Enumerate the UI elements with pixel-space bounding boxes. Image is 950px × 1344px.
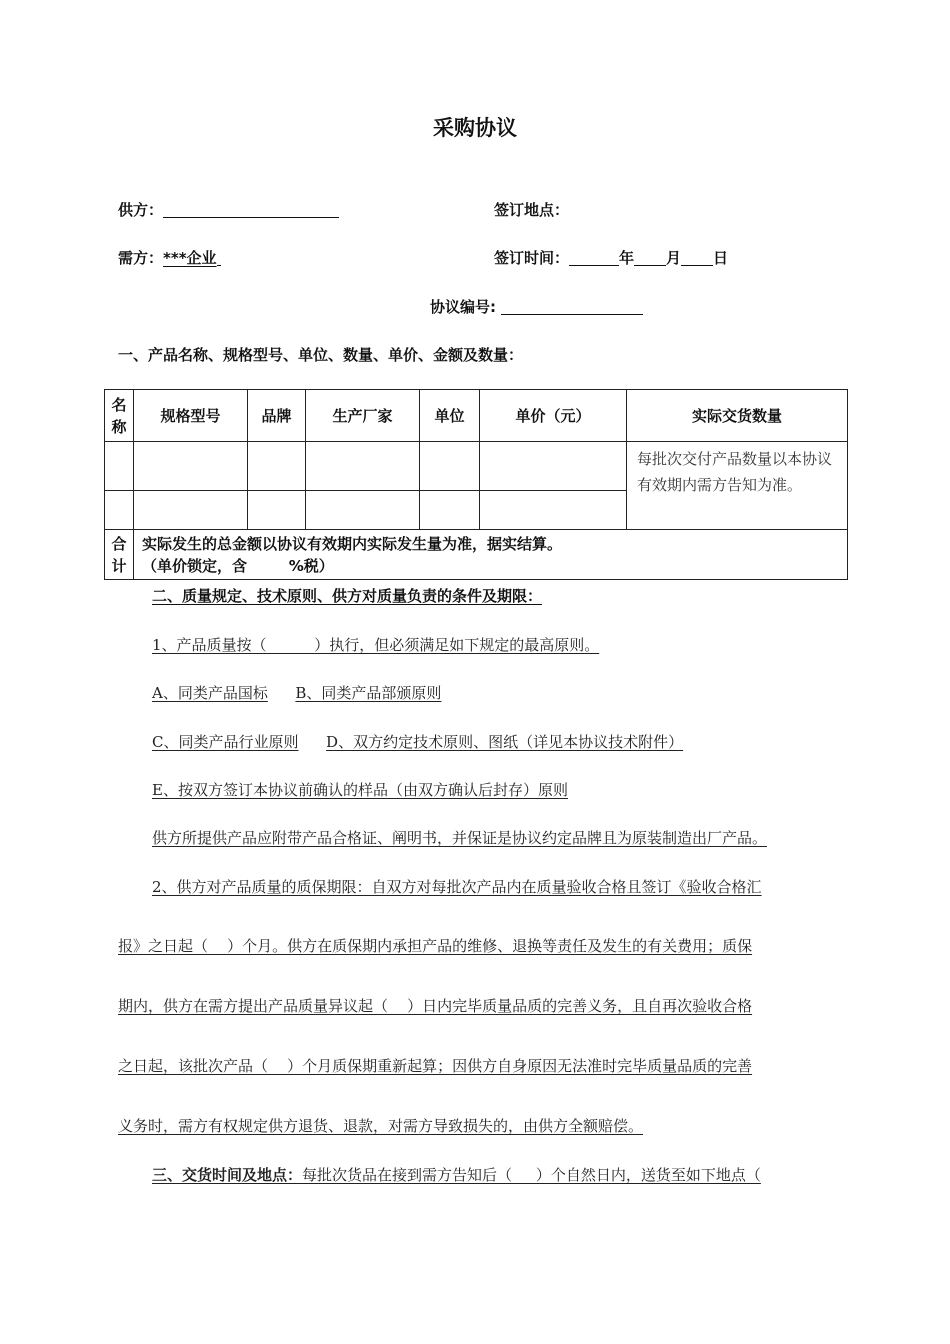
- agreement-number-label: 协议编号:: [430, 298, 496, 316]
- section3-heading: 三、交货时间及地点：: [152, 1166, 303, 1184]
- certificate-clause: 供方所提供产品应附带产品合格证、阐明书，并保证是协议约定品牌且为原装制造出厂产品。: [152, 829, 768, 847]
- table-cell[interactable]: [105, 491, 134, 530]
- year-blank[interactable]: [569, 249, 619, 266]
- warranty-line1: 2、供方对产品质量的质保期限：自双方对每批次产品内在质量验收合格且签订《验收合格汇: [152, 878, 762, 896]
- col-spec: 规格型号: [134, 390, 248, 442]
- qty-note: 每批次交付产品数量以本协议有效期内需方告知为准。: [627, 442, 848, 530]
- section3: [152, 1164, 761, 1185]
- table-total-row: [105, 530, 848, 580]
- option-d: D、双方约定技术原则、图纸（详见本协议技术附件）: [326, 733, 684, 751]
- table-cell[interactable]: [248, 491, 306, 530]
- buyer-label: 需方：: [118, 249, 164, 267]
- section3-text: 每批次货品在接到需方告知后（ ）个自然日内，送货至如下地点（: [302, 1166, 761, 1184]
- col-qty: 实际交货数量: [627, 390, 848, 442]
- signing-place-label: 签订地点：: [494, 201, 570, 219]
- supplier-field: [118, 199, 339, 220]
- table-row: [105, 442, 848, 491]
- table-cell[interactable]: [105, 442, 134, 491]
- table-cell[interactable]: [134, 442, 248, 491]
- col-maker: 生产厂家: [306, 390, 420, 442]
- supplier-label: 供方：: [118, 201, 164, 219]
- total-text: [134, 530, 848, 580]
- quality-item1: 1、产品质量按（ ）执行，但必须满足如下规定的最高原则。: [152, 636, 600, 654]
- table-cell[interactable]: [306, 442, 420, 491]
- table-cell[interactable]: [134, 491, 248, 530]
- table-cell[interactable]: [420, 491, 480, 530]
- day-blank[interactable]: [681, 249, 713, 266]
- warranty-line2: 报》之日起（ ）个月。供方在质保期内承担产品的维修、退换等责任及发生的有关费用；质保: [118, 937, 753, 955]
- month-blank[interactable]: [634, 249, 666, 266]
- option-a: A、同类产品国标: [152, 684, 268, 702]
- section1-heading: 一、产品名称、规格型号、单位、数量、单价、金额及数量：: [118, 346, 524, 364]
- col-brand: 品牌: [248, 390, 306, 442]
- table-header-row: [105, 390, 848, 442]
- table-cell[interactable]: [480, 442, 627, 491]
- warranty-line3: 期内，供方在需方提出产品质量异议起（ ）日内完毕质量品质的完善义务，且自再次验收合格: [118, 997, 753, 1015]
- day-label: 日: [713, 249, 729, 267]
- product-table: [104, 389, 848, 580]
- signing-time-field: [494, 247, 728, 268]
- table-cell[interactable]: [248, 442, 306, 491]
- col-name: 名 称: [105, 390, 134, 442]
- col-price: 单价（元）: [480, 390, 627, 442]
- total-line2: （单价锁定，含 %税）: [142, 556, 334, 575]
- warranty-line5: 义务时，需方有权规定供方退货、退款，对需方导致损失的，由供方全额赔偿。: [118, 1117, 644, 1135]
- supplier-blank[interactable]: [163, 201, 339, 218]
- page-title: 采购协议: [433, 116, 517, 140]
- quality-options-cd: [152, 731, 683, 752]
- option-b: B、同类产品部颁原则: [295, 684, 442, 702]
- total-line1: 实际发生的总金额以协议有效期内实际发生量为准，据实结算。: [142, 534, 563, 553]
- total-label: 合 计: [105, 530, 134, 580]
- buyer-field: [118, 247, 221, 268]
- table-cell[interactable]: [306, 491, 420, 530]
- quality-options-ab: [152, 682, 441, 703]
- month-label: 月: [666, 249, 682, 267]
- table-cell[interactable]: [480, 491, 627, 530]
- signing-time-label: 签订时间：: [494, 249, 570, 267]
- agreement-number-field: [430, 296, 643, 317]
- buyer-value: ***企业: [163, 249, 217, 267]
- year-label: 年: [619, 249, 635, 267]
- warranty-line4: 之日起，该批次产品（ ）个月质保期重新起算；因供方自身原因无法准时完毕质量品质的完善: [118, 1057, 753, 1075]
- col-unit: 单位: [420, 390, 480, 442]
- section2-heading: 二、质量规定、技术原则、供方对质量负责的条件及期限：: [152, 587, 543, 605]
- option-e: E、按双方签订本协议前确认的样品（由双方确认后封存）原则: [152, 781, 568, 799]
- table-cell[interactable]: [420, 442, 480, 491]
- option-c: C、同类产品行业原则: [152, 733, 299, 751]
- agreement-number-blank[interactable]: [501, 298, 643, 315]
